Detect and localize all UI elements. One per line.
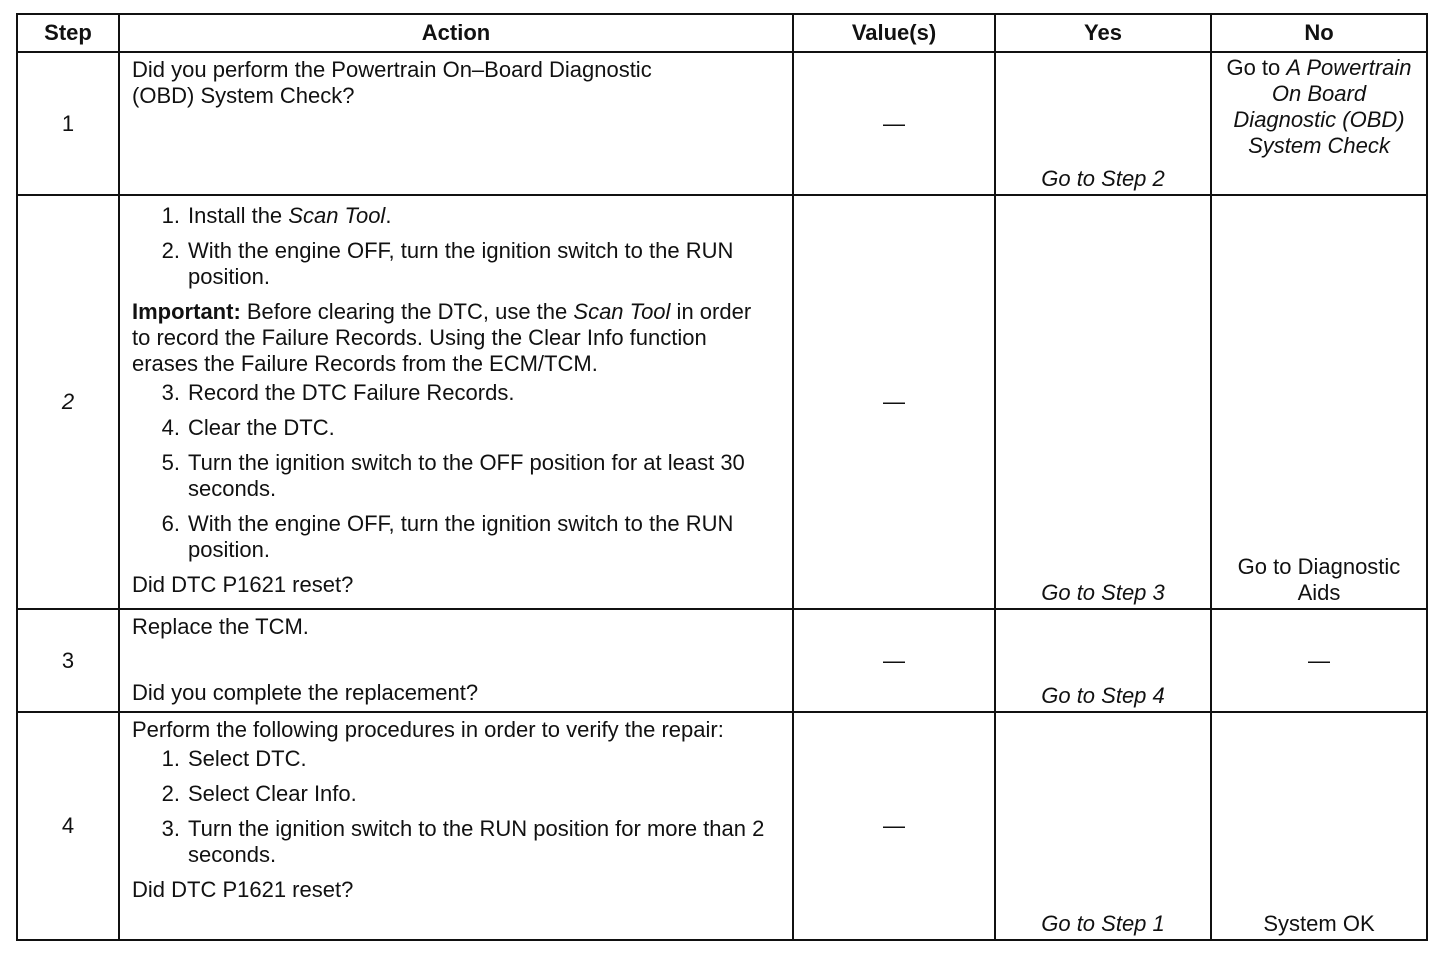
list-text: Record the DTC Failure Records. <box>188 380 515 405</box>
list-item <box>132 380 772 406</box>
action-cell <box>119 609 793 712</box>
list-number: 3. <box>161 816 180 841</box>
go-to-step-link[interactable]: Go to Step 4 <box>1041 683 1165 708</box>
intro-text: Perform the following procedures in order to verify the repair: <box>132 717 724 742</box>
list-text: Turn the ignition switch to the OFF position for at least 30 seconds. <box>188 450 745 501</box>
no-cell <box>1211 712 1427 940</box>
header-values: Value(s) <box>793 14 995 52</box>
table-row <box>17 609 1427 712</box>
list-text: With the engine OFF, turn the ignition switch to the RUN position. <box>188 511 734 562</box>
list-number: 2. <box>161 238 180 263</box>
procedure-list <box>132 380 772 563</box>
header-row <box>17 14 1427 52</box>
table-row <box>17 712 1427 940</box>
no-cell <box>1211 52 1427 195</box>
question-text: Did DTC P1621 reset? <box>132 877 354 902</box>
list-item <box>132 238 772 290</box>
question-text: Did DTC P1621 reset? <box>132 572 354 597</box>
value-cell: — <box>793 195 995 609</box>
list-number: 2. <box>161 781 180 806</box>
header-action: Action <box>119 14 793 52</box>
procedure-list <box>132 746 772 868</box>
header-step: Step <box>17 14 119 52</box>
table-row <box>17 52 1427 195</box>
no-prefix: Go to <box>1226 55 1287 80</box>
list-number: 1. <box>161 746 180 771</box>
list-item <box>132 450 772 502</box>
procedure-list <box>132 203 772 290</box>
value-cell: — <box>793 712 995 940</box>
list-item <box>132 415 772 441</box>
step-number: 4 <box>17 712 119 940</box>
header-yes: Yes <box>995 14 1211 52</box>
list-text: With the engine OFF, turn the ignition switch to the RUN position. <box>188 238 734 289</box>
list-text: Select Clear Info. <box>188 781 357 806</box>
step-number <box>17 195 119 609</box>
list-item <box>132 511 772 563</box>
action-cell <box>119 712 793 940</box>
list-number: 5. <box>161 450 180 475</box>
list-item <box>132 781 772 807</box>
value-cell: — <box>793 609 995 712</box>
question-text: Did you perform the Powertrain On–Board Diagnostic (OBD) System Check? <box>132 57 652 108</box>
list-number: 1. <box>161 203 180 228</box>
step-number: 1 <box>17 52 119 195</box>
no-cell <box>1211 195 1427 609</box>
list-item <box>132 816 772 868</box>
list-text: Install the Scan Tool. <box>188 203 392 228</box>
list-text: Clear the DTC. <box>188 415 335 440</box>
list-number: 3. <box>161 380 180 405</box>
list-number: 6. <box>161 511 180 536</box>
system-ok-text: System OK <box>1263 911 1375 936</box>
list-item <box>132 203 772 229</box>
action-text: Replace the TCM. <box>132 614 309 639</box>
go-to-step-link[interactable]: Go to Step 3 <box>1041 580 1165 605</box>
yes-cell <box>995 195 1211 609</box>
diagnostic-aids-link[interactable]: Go to Diagnostic Aids <box>1237 554 1401 605</box>
no-cell: — <box>1211 609 1427 712</box>
list-text: Select DTC. <box>188 746 307 771</box>
header-no: No <box>1211 14 1427 52</box>
value-cell: — <box>793 52 995 195</box>
list-item <box>132 746 772 772</box>
list-number: 4. <box>161 415 180 440</box>
yes-cell <box>995 609 1211 712</box>
obd-system-check-link[interactable]: A Powertrain On Board Diagnostic (OBD) System Check <box>1233 55 1412 158</box>
table-row <box>17 195 1427 609</box>
yes-cell <box>995 52 1211 195</box>
action-cell <box>119 52 793 195</box>
action-cell <box>119 195 793 609</box>
go-to-step-link[interactable]: Go to Step 2 <box>1041 166 1165 191</box>
go-to-step-link[interactable]: Go to Step 1 <box>1041 911 1165 936</box>
question-text: Did you complete the replacement? <box>132 680 479 705</box>
step-number: 3 <box>17 609 119 712</box>
yes-cell <box>995 712 1211 940</box>
important-note: Important: Before clearing the DTC, use the Scan Tool in order to record the Failure Records. Using the Clear Info function erases the Failure Records from the ECM/TCM. <box>132 299 752 376</box>
diagnostic-table <box>16 13 1428 941</box>
step-number-text: 2 <box>61 389 75 414</box>
list-text: Turn the ignition switch to the RUN position for more than 2 seconds. <box>188 816 765 867</box>
